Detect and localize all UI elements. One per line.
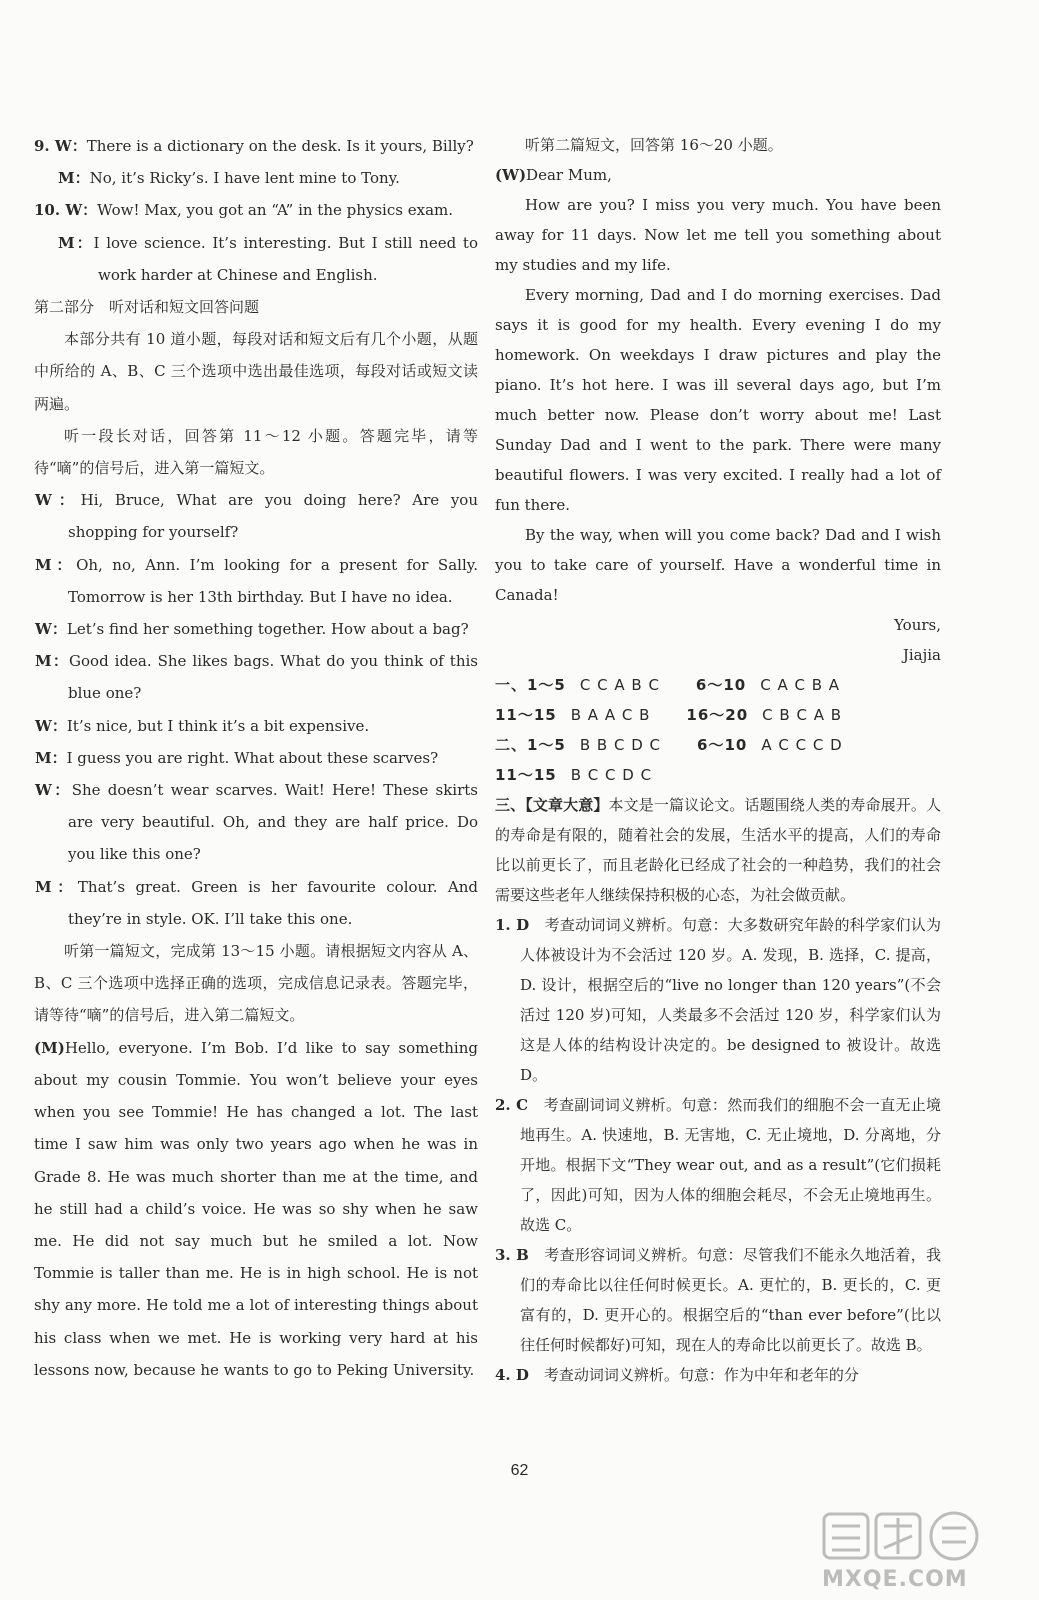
- paragraph: [495, 1090, 941, 1240]
- speaker-label: W：: [35, 491, 81, 510]
- paragraph-text: How are you? I miss you very much. You have been away for 11 days. Now let me tell you something about my studies and my life.: [495, 196, 941, 274]
- paragraph: [34, 130, 478, 162]
- answer-letters: B C C D C: [570, 766, 653, 784]
- paragraph-text: 本文是一篇议论文。话题围绕人类的寿命展开。人的寿命是有限的，随着社会的发展，生活水平的提高，人们的寿命比以前更长了，而且老龄化已经成了社会的一种趋势，我们的社会需要这些老年人继续保持积极的心态，为社会做贡献。: [495, 796, 941, 904]
- speaker-label: 9. W：: [34, 137, 87, 155]
- paragraph-text: Let’s find her something together. How about a bag?: [66, 620, 469, 639]
- paragraph-text: 本部分共有 10 道小题，每段对话和短文后有几个小题，从题中所给的 A、B、C 三个选项中选出最佳选项，每段对话或短文读两遍。: [34, 330, 478, 413]
- paragraph: [495, 190, 941, 280]
- paragraph-text: She doesn’t wear scarves. Wait! Here! These skirts are very beautiful. Oh, and they are half price. Do you like this one?: [68, 781, 478, 864]
- answer-range: 二、1～5: [495, 736, 566, 754]
- watermark-logo: [818, 1508, 1023, 1594]
- paragraph-text: 第二部分 听对话和短文回答问题: [34, 298, 260, 317]
- speaker-label: 10. W：: [34, 201, 98, 220]
- speaker-label: 三、【文章大意】: [495, 796, 609, 814]
- paragraph-text: Wow! Max, you got an “A” in the physics exam.: [97, 201, 453, 220]
- answer-letters: C A C B A: [760, 676, 841, 694]
- paragraph: [495, 1240, 941, 1360]
- paragraph: [34, 420, 478, 484]
- watermark-glyphs: [824, 1513, 977, 1559]
- speaker-label: (W): [495, 166, 527, 184]
- paragraph: [495, 910, 941, 1090]
- paragraph: [34, 613, 478, 645]
- speaker-label: M：: [35, 748, 67, 767]
- paragraph: [495, 280, 941, 520]
- speaker-label: 2. C: [495, 1096, 544, 1114]
- paragraph: [34, 935, 478, 1032]
- answer-letters: A C C C D: [761, 736, 843, 754]
- paragraph-text: 考查形容词词义辨析。句意：尽管我们不能永久地活着，我们的寿命比以往任何时候更长。A. 更忙的，B. 更长的，C. 更富有的，D. 更开心的。根据空后的“than ever before”(比以往任何时候都好)可知，现在人的寿命比以前更长了。故选 B。: [520, 1246, 941, 1354]
- paragraph: [495, 160, 941, 190]
- paragraph: [495, 130, 941, 160]
- paragraph: [495, 610, 941, 640]
- paragraph-text: No, it’s Ricky’s. I have lent mine to Tony.: [89, 169, 400, 188]
- paragraph-text: It’s nice, but I think it’s a bit expensive.: [66, 716, 370, 735]
- speaker-label: M：: [58, 169, 90, 188]
- answer-range: 16～20: [686, 706, 749, 724]
- answer-row: [495, 730, 941, 760]
- answer-letters: C B C A B: [762, 706, 843, 724]
- answer-range: 一、1～5: [495, 676, 566, 694]
- speaker-label: M：: [58, 233, 94, 252]
- answer-row: [495, 700, 941, 730]
- answer-letters: B A A C B: [570, 706, 651, 724]
- answer-row: [495, 760, 941, 790]
- paragraph: [495, 1360, 941, 1390]
- paragraph: [34, 1032, 478, 1386]
- paragraph-text: I guess you are right. What about these scarves?: [66, 748, 439, 767]
- paragraph-text: There is a dictionary on the desk. Is it yours, Billy?: [86, 137, 474, 155]
- paragraph-text: Hi, Bruce, What are you doing here? Are you shopping for yourself?: [68, 491, 478, 542]
- speaker-label: M：: [35, 652, 70, 671]
- paragraph-text: 听第一篇短文，完成第 13～15 小题。请根据短文内容从 A、B、C 三个选项中选择正确的选项，完成信息记录表。答题完毕，请等待“嘀”的信号后，进入第二篇短文。: [34, 942, 478, 1025]
- paragraph-text: Jiajia: [902, 646, 941, 664]
- paragraph-text: Hello, everyone. I’m Bob. I’d like to say something about my cousin Tommie. You won’t believe your eyes when you see Tommie! He has changed a lot. The last time I saw him was only two years ago when he was in Grade 8. He was much shorter than me at the time, and he still had a child’s voice. He was so shy when he saw me. He did not say much but he smiled a lot. Now Tommie is taller than me. He is in high school. He is not shy any more. He told me a lot of interesting things about his class when we met. He is working very hard at his lessons now, because he wants to go to Peking University.: [34, 1038, 478, 1379]
- speaker-label: 1. D: [495, 916, 545, 934]
- paragraph: [34, 227, 478, 291]
- answer-letters: C C A B C: [579, 676, 660, 694]
- answer-row: [495, 670, 941, 700]
- left-column: [34, 130, 478, 1386]
- paragraph: [34, 484, 478, 548]
- paragraph-text: Dear Mum,: [526, 166, 612, 184]
- page-number: 62: [510, 1462, 529, 1479]
- paragraph: [34, 291, 478, 323]
- speaker-label: M：: [35, 877, 78, 896]
- speaker-label: (M): [34, 1038, 65, 1057]
- answer-range: 11～15: [495, 766, 557, 784]
- paragraph-text: 听一段长对话，回答第 11～12 小题。答题完毕，请等待“嘀”的信号后，进入第一篇短文。: [34, 426, 478, 478]
- speaker-label: W：: [35, 781, 72, 800]
- right-column: [495, 130, 941, 1390]
- answer-letters: B B C D C: [579, 736, 662, 754]
- paragraph: [34, 645, 478, 709]
- paragraph-text: 考查动词词义辨析。句意：大多数研究年龄的科学家们认为人体被设计为不会活过 120 岁。A. 发现，B. 选择，C. 提高，D. 设计，根据空后的“live no longer than 120 years”(不会活过 120 岁)可知，人类最多不会活过 120 岁，科学家们认为这是人体的结构设计决定的。be designed to 被设计。故选 D。: [520, 916, 941, 1084]
- speaker-label: W：: [35, 716, 67, 735]
- paragraph: [34, 774, 478, 871]
- answer-range: 6～10: [695, 676, 747, 694]
- paragraph: [34, 549, 478, 613]
- paragraph: [34, 871, 478, 935]
- answer-range: 11～15: [495, 706, 557, 724]
- watermark-text: MXQE.COM: [822, 1567, 968, 1592]
- paragraph: [495, 790, 941, 910]
- paragraph-text: Yours,: [894, 616, 941, 634]
- paragraph-text: By the way, when will you come back? Dad and I wish you to take care of yourself. Have a wonderful time in Canada!: [495, 526, 941, 604]
- paragraph: [34, 194, 478, 226]
- paragraph-text: I love science. It’s interesting. But I still need to work harder at Chinese and English.: [93, 233, 478, 284]
- paragraph-text: Oh, no, Ann. I’m looking for a present for Sally. Tomorrow is her 13th birthday. But I have no idea.: [68, 555, 478, 606]
- speaker-label: W：: [35, 620, 67, 639]
- paragraph-text: 考查动词词义辨析。句意：作为中年和老年的分: [543, 1366, 859, 1384]
- paragraph: [495, 520, 941, 610]
- paragraph: [495, 640, 941, 670]
- paragraph-text: Good idea. She likes bags. What do you think of this blue one?: [68, 652, 478, 703]
- paragraph-text: That’s great. Green is her favourite colour. And they’re in style. OK. I’ll take this one.: [68, 877, 478, 928]
- answer-key: [495, 670, 941, 790]
- speaker-label: 4. D: [495, 1366, 544, 1384]
- paragraph: [34, 710, 478, 742]
- paragraph-text: 听第二篇短文，回答第 16～20 小题。: [525, 136, 783, 154]
- speaker-label: 3. B: [495, 1246, 545, 1264]
- paragraph-text: Every morning, Dad and I do morning exercises. Dad says it is good for my health. Every evening I do my homework. On weekdays I draw pictures and play the piano. It’s hot here. I was ill several days ago, but I’m much better now. Please don’t worry about me! Last Sunday Dad and I went to the park. There were many beautiful flowers. I was very excited. I really had a lot of fun there.: [495, 286, 941, 514]
- speaker-label: M：: [35, 555, 77, 574]
- paragraph: [34, 742, 478, 774]
- paragraph: [34, 323, 478, 420]
- paragraph: [34, 162, 478, 194]
- answer-range: 6～10: [697, 736, 748, 754]
- paragraph-text: 考查副词词义辨析。句意：然而我们的细胞不会一直无止境地再生。A. 快速地，B. 无害地，C. 无止境地，D. 分离地，分开地。根据下文“They wear out, and as a result”(它们损耗了，因此)可知，因为人体的细胞会耗尽，不会无止境地再生。故选 C。: [520, 1096, 941, 1234]
